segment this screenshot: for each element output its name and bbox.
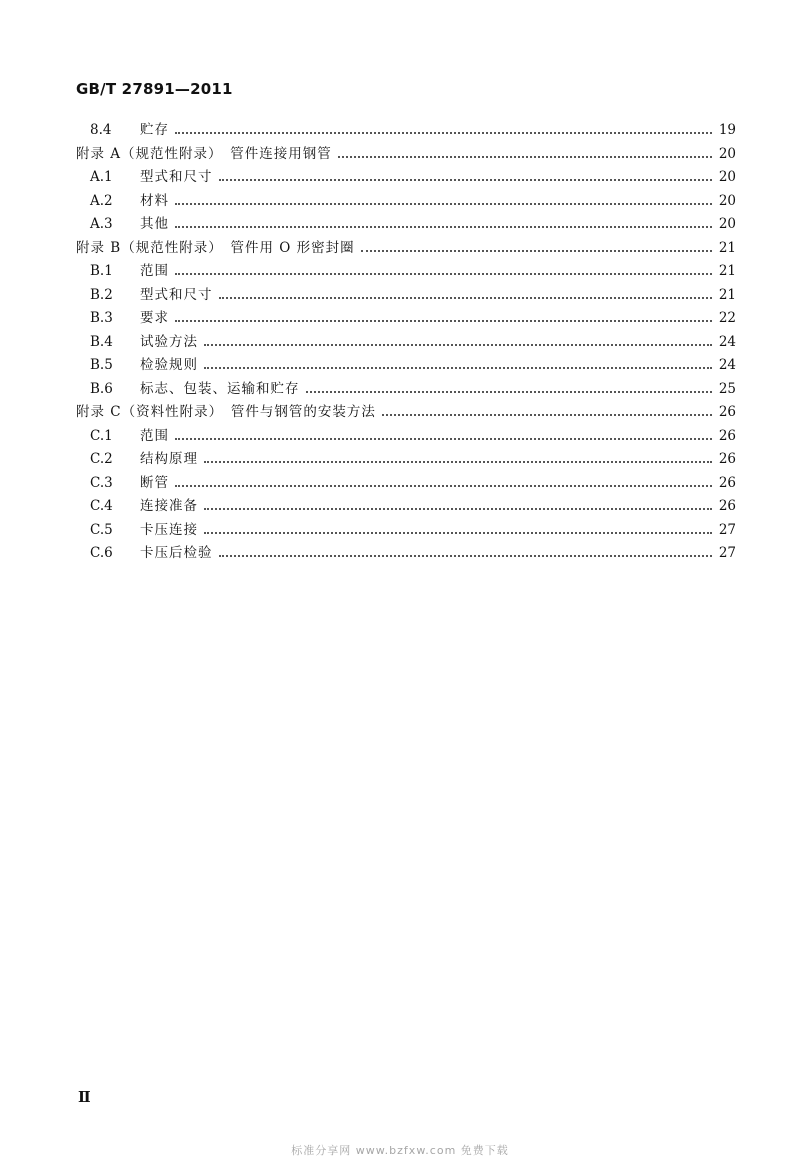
toc-entry-number: C.5 <box>90 521 113 538</box>
toc-entry-number: A.1 <box>90 169 113 185</box>
toc-entry[interactable] <box>76 379 736 403</box>
toc-entry[interactable] <box>76 426 736 450</box>
toc-entry-number: B.4 <box>90 333 113 350</box>
toc-dot-leader <box>175 226 712 228</box>
toc-entry-title: 材料 <box>140 192 169 209</box>
toc-entry-page: 20 <box>718 192 736 209</box>
toc-entry-title: 卡压连接 <box>140 521 198 538</box>
toc-entry-title: 其他 <box>140 216 169 232</box>
toc-entry-page: 27 <box>718 521 736 538</box>
toc-entry-number: A.3 <box>90 216 113 232</box>
toc-entry-page: 20 <box>718 145 736 162</box>
toc-dot-leader <box>219 297 713 299</box>
toc-entry-number: B.6 <box>90 380 113 397</box>
toc-dot-leader <box>175 132 712 134</box>
toc-entry-page: 20 <box>718 169 736 185</box>
toc-dot-leader <box>361 250 712 252</box>
toc-dot-leader <box>204 532 712 534</box>
toc-dot-leader <box>175 320 712 322</box>
toc-entry-number: C.2 <box>90 451 113 467</box>
toc-entry-title: 型式和尺寸 <box>140 286 213 303</box>
toc-dot-leader <box>219 179 713 181</box>
toc-entry-title: 结构原理 <box>140 451 198 467</box>
toc-entry-page: 26 <box>718 427 736 444</box>
toc-entry-number: B.1 <box>90 263 113 279</box>
toc-entry[interactable] <box>76 520 736 544</box>
toc-entry-page: 22 <box>718 310 736 326</box>
toc-entry-number: B.5 <box>90 357 113 373</box>
toc-entry-number: C.6 <box>90 545 113 561</box>
toc-entry-page: 21 <box>718 286 736 303</box>
toc-entry[interactable] <box>76 261 736 285</box>
toc-dot-leader <box>204 508 712 510</box>
toc-entry-title: 连接准备 <box>140 498 198 514</box>
toc-entry[interactable] <box>76 144 736 168</box>
toc-entry-page: 20 <box>718 216 736 232</box>
toc-dot-leader <box>204 344 712 346</box>
toc-entry-title: 型式和尺寸 <box>140 169 213 185</box>
toc-entry-number: B.2 <box>90 286 113 303</box>
toc-dot-leader <box>204 367 712 369</box>
toc-entry-title: 附录 C（资料性附录） 管件与钢管的安装方法 <box>76 404 376 420</box>
toc-entry-number: B.3 <box>90 310 113 326</box>
toc-entry-title: 要求 <box>140 310 169 326</box>
toc-entry-title: 断管 <box>140 474 169 491</box>
toc-entry[interactable] <box>76 332 736 356</box>
toc-entry[interactable] <box>76 285 736 309</box>
toc-entry-page: 26 <box>718 474 736 491</box>
toc-entry[interactable] <box>76 308 736 332</box>
toc-entry-title: 检验规则 <box>140 357 198 373</box>
toc-entry-title: 标志、包装、运输和贮存 <box>140 380 300 397</box>
toc-entry-page: 24 <box>718 333 736 350</box>
toc-entry-title: 附录 A（规范性附录） 管件连接用钢管 <box>76 145 332 162</box>
toc-entry-number: C.1 <box>90 427 113 444</box>
toc-entry-page: 26 <box>718 498 736 514</box>
toc-entry-page: 21 <box>718 263 736 279</box>
toc-dot-leader <box>175 438 712 440</box>
toc-entry[interactable] <box>76 402 736 426</box>
toc-entry-page: 27 <box>718 545 736 561</box>
toc-entry-title: 试验方法 <box>140 333 198 350</box>
toc-entry-number: 8.4 <box>90 122 112 138</box>
page-number: Ⅱ <box>78 1088 91 1106</box>
toc-dot-leader <box>175 485 712 487</box>
toc-entry-number: C.3 <box>90 474 113 491</box>
toc-entry-number: A.2 <box>90 192 113 209</box>
toc-dot-leader <box>204 461 712 463</box>
toc-entry-number: C.4 <box>90 498 113 514</box>
toc-dot-leader <box>338 156 712 158</box>
table-of-contents <box>76 120 736 567</box>
watermark: 标准分享网 www.bzfxw.com 免费下载 <box>291 1144 509 1157</box>
toc-dot-leader <box>175 203 712 205</box>
toc-entry[interactable] <box>76 214 736 238</box>
toc-entry[interactable] <box>76 543 736 567</box>
toc-entry-page: 24 <box>718 357 736 373</box>
standard-code: GB/T 27891—2011 <box>76 80 233 98</box>
toc-entry[interactable] <box>76 120 736 144</box>
toc-entry-page: 26 <box>718 404 736 420</box>
toc-dot-leader <box>382 414 712 416</box>
toc-entry[interactable] <box>76 238 736 262</box>
toc-dot-leader <box>175 273 712 275</box>
toc-entry-title: 附录 B（规范性附录） 管件用 O 形密封圈 <box>76 239 355 256</box>
toc-entry-page: 19 <box>718 122 736 138</box>
toc-entry-title: 贮存 <box>140 122 169 138</box>
toc-entry-page: 21 <box>718 239 736 256</box>
toc-entry[interactable] <box>76 167 736 191</box>
toc-dot-leader <box>219 555 713 557</box>
toc-entry[interactable] <box>76 355 736 379</box>
toc-entry-title: 范围 <box>140 427 169 444</box>
toc-entry[interactable] <box>76 496 736 520</box>
toc-entry[interactable] <box>76 473 736 497</box>
toc-entry-page: 25 <box>718 380 736 397</box>
toc-entry[interactable] <box>76 449 736 473</box>
toc-entry[interactable] <box>76 191 736 215</box>
toc-entry-title: 范围 <box>140 263 169 279</box>
toc-dot-leader <box>306 391 713 393</box>
toc-entry-title: 卡压后检验 <box>140 545 213 561</box>
toc-entry-page: 26 <box>718 451 736 467</box>
